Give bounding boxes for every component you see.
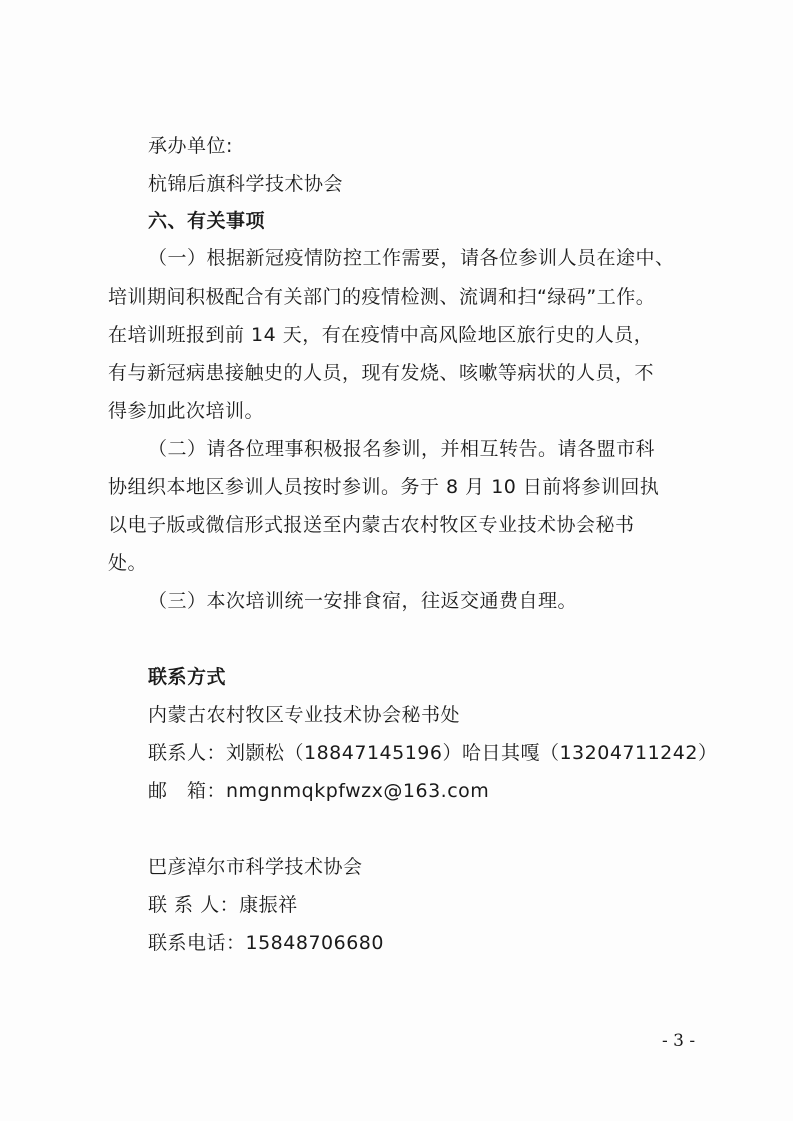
organizer-name: 杭锦后旗科学技术协会 [148, 173, 344, 195]
item1-line2: 培训期间积极配合有关部门的疫情检测、流调和扫“绿码”工作。 [108, 286, 656, 308]
contact-org1-persons: 联系人：刘颢松（18847145196）哈日其嘎（13204711242） [148, 742, 718, 764]
contact-org2-phone: 联系电话：15848706680 [148, 932, 384, 954]
item1-line4: 有与新冠病患接触史的人员，现有发烧、咳嗽等病状的人员，不 [108, 362, 655, 384]
item2-line1: （二）请各位理事积极报名参训，并相互转告。请各盟市科 [148, 438, 656, 460]
page-number: - 3 - [662, 1031, 696, 1051]
contact-org2: 巴彦淖尔市科学技术协会 [148, 856, 363, 878]
item1-line5: 得参加此次培训。 [108, 400, 265, 422]
contact-org2-person: 联 系 人：康振祥 [148, 894, 298, 916]
item1-line3: 在培训班报到前 14 天，有在疫情中高风险地区旅行史的人员， [108, 324, 654, 346]
contact-heading: 联系方式 [148, 666, 227, 688]
contact-org1-email: 邮 箱：nmgnmqkpfwzx@163.com [148, 780, 490, 802]
contact-org1: 内蒙古农村牧区专业技术协会秘书处 [148, 704, 461, 726]
section-six-heading: 六、有关事项 [148, 210, 266, 232]
organizer-label: 承办单位: [148, 135, 233, 157]
item1-line1: （一）根据新冠疫情防控工作需要，请各位参训人员在途中、 [148, 247, 675, 269]
item2-line3: 以电子版或微信形式报送至内蒙古农村牧区专业技术协会秘书 [108, 514, 635, 536]
item2-line4: 处。 [108, 552, 148, 574]
item3-line1: （三）本次培训统一安排食宿，往返交通费自理。 [148, 590, 578, 612]
item2-line2: 协组织本地区参训人员按时参训。务于 8 月 10 日前将参训回执 [108, 476, 660, 498]
